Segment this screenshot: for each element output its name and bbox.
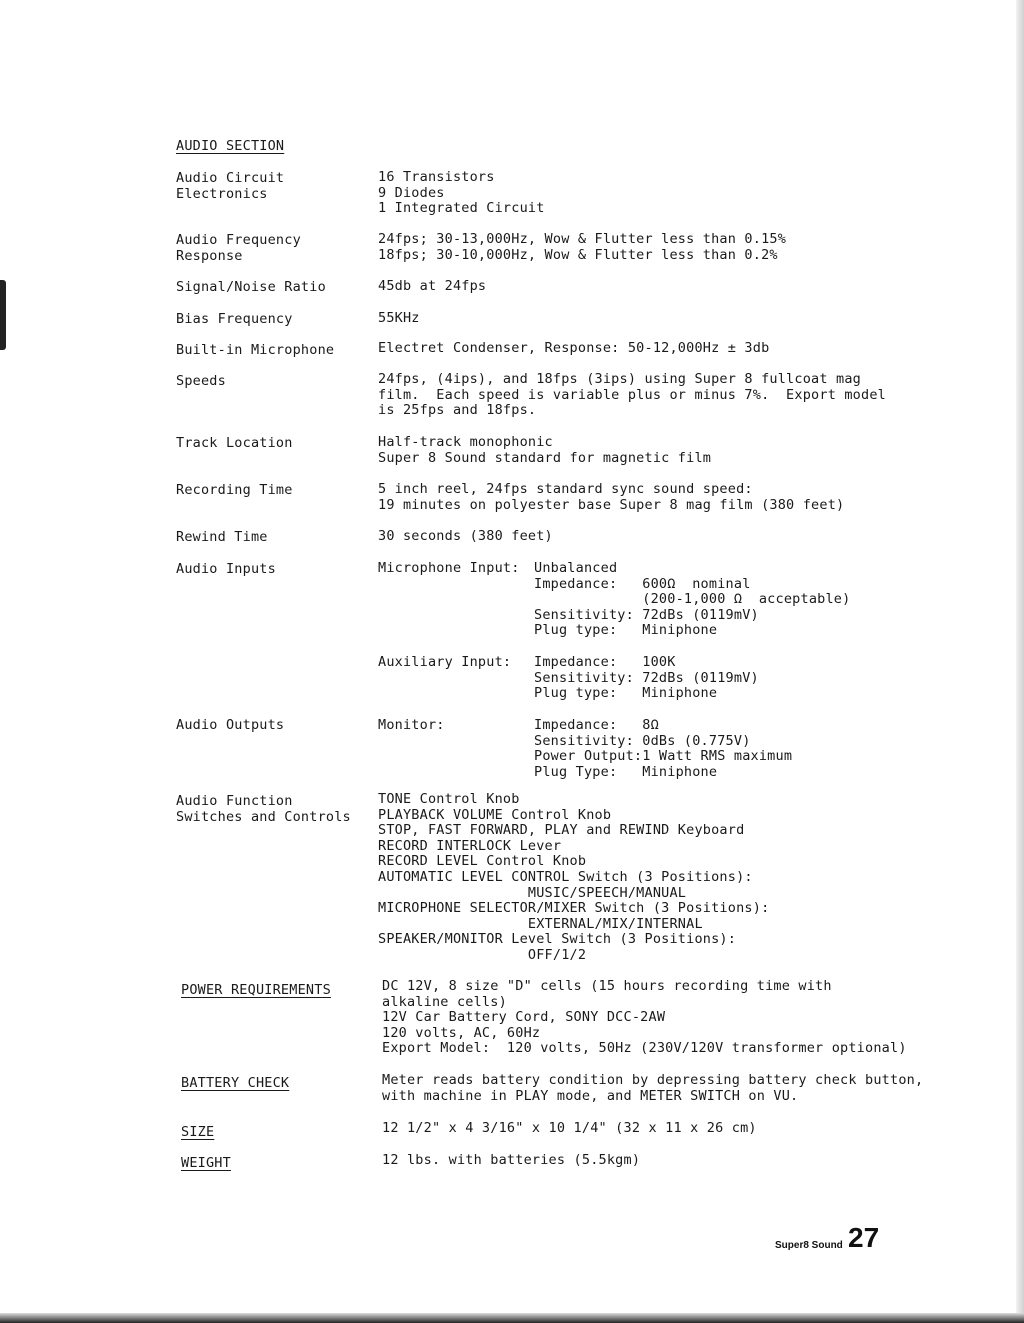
- page-binding-shadow: [0, 280, 6, 350]
- spec-value-speeds: 24fps, (4ips), and 18fps (3ips) using Super 8 fullcoat mag film. Each speed is variable plus or minus 7%. Export model is 25fps and 18fps.: [378, 371, 886, 419]
- spec-label-recording-time: Recording Time: [176, 482, 293, 498]
- spec-value-microphone: Electret Condenser, Response: 50-12,000Hz ± 3db: [378, 340, 770, 356]
- spec-label-frequency-response: Audio Frequency Response: [176, 232, 301, 264]
- weight-value: 12 lbs. with batteries (5.5kgm): [382, 1152, 641, 1168]
- battery-check-label: BATTERY CHECK: [181, 1075, 290, 1091]
- spec-label-audio-circuit: Audio Circuit Electronics: [176, 170, 285, 202]
- spec-label-track-location: Track Location: [176, 435, 293, 451]
- aux-input-label: Auxiliary Input:: [378, 654, 512, 670]
- mic-input-label: Microphone Input:: [378, 560, 520, 576]
- spec-value-audio-circuit: 16 Transistors 9 Diodes 1 Integrated Circuit: [378, 169, 545, 217]
- monitor-value: Impedance: 8Ω Sensitivity: 0dBs (0.775V) Power Output:1 Watt RMS maximum Plug Type: Miniphone: [534, 717, 793, 780]
- spec-value-function-controls: TONE Control Knob PLAYBACK VOLUME Control Knob STOP, FAST FORWARD, PLAY and REWIND Keyboard RECORD INTERLOCK Lever RECORD LEVEL Control Knob AUTOMATIC LEVEL CONTROL Switch (3 Positions): MUSIC/SPEECH/MANUAL MICROPHONE SELECTOR/MIXER Switch (3 Positions): EXTERNAL/MIX/INTERNAL SPEAKER/MONITOR Level Switch (3 Positions): OFF/1/2: [378, 791, 770, 963]
- spec-value-rewind-time: 30 seconds (380 feet): [378, 528, 553, 544]
- size-value: 12 1/2" x 4 3/16" x 10 1/4" (32 x 11 x 26 cm): [382, 1120, 757, 1136]
- weight-label: WEIGHT: [181, 1155, 231, 1171]
- spec-value-track-location: Half-track monophonic Super 8 Sound standard for magnetic film: [378, 434, 712, 466]
- section-title: AUDIO SECTION: [176, 138, 285, 154]
- power-requirements-value: DC 12V, 8 size "D" cells (15 hours recording time with alkaline cells) 12V Car Battery Cord, SONY DCC-2AW 120 volts, AC, 60Hz Export Model: 120 volts, 50Hz (230V/120V transformer optional): [382, 978, 907, 1057]
- power-requirements-label: POWER REQUIREMENTS: [181, 982, 331, 998]
- mic-input-value: Unbalanced Impedance: 600Ω nominal (200-1,000 Ω acceptable) Sensitivity: 72dBs (0119mV) Plug type: Miniphone: [534, 560, 851, 639]
- spec-value-frequency-response: 24fps; 30-13,000Hz, Wow & Flutter less than 0.15% 18fps; 30-10,000Hz, Wow & Flutter less than 0.2%: [378, 231, 787, 263]
- spec-label-bias-frequency: Bias Frequency: [176, 311, 293, 327]
- page-edge-right: [1016, 0, 1024, 1323]
- spec-label-speeds: Speeds: [176, 373, 226, 389]
- spec-label-audio-outputs: Audio Outputs: [176, 717, 285, 733]
- spec-value-bias-frequency: 55KHz: [378, 310, 420, 326]
- spec-label-audio-inputs: Audio Inputs: [176, 561, 276, 577]
- aux-input-value: Impedance: 100K Sensitivity: 72dBs (0119mV) Plug type: Miniphone: [534, 654, 759, 702]
- spec-label-function-controls: Audio Function Switches and Controls: [176, 793, 351, 825]
- spec-value-recording-time: 5 inch reel, 24fps standard sync sound speed: 19 minutes on polyester base Super 8 mag film (380 feet): [378, 481, 845, 513]
- spec-value-signal-noise: 45db at 24fps: [378, 278, 487, 294]
- monitor-label: Monitor:: [378, 717, 445, 733]
- spec-label-signal-noise: Signal/Noise Ratio: [176, 279, 326, 295]
- page-number: 27: [848, 1222, 880, 1253]
- size-label: SIZE: [181, 1124, 215, 1140]
- page-edge-bottom: [0, 1313, 1024, 1323]
- spec-label-microphone: Built-in Microphone: [176, 342, 335, 358]
- battery-check-value: Meter reads battery condition by depressing battery check button, with machine in PLAY mode, and METER SWITCH on VU.: [382, 1072, 924, 1104]
- spec-label-rewind-time: Rewind Time: [176, 529, 268, 545]
- footer-brand: Super8 Sound: [775, 1240, 843, 1251]
